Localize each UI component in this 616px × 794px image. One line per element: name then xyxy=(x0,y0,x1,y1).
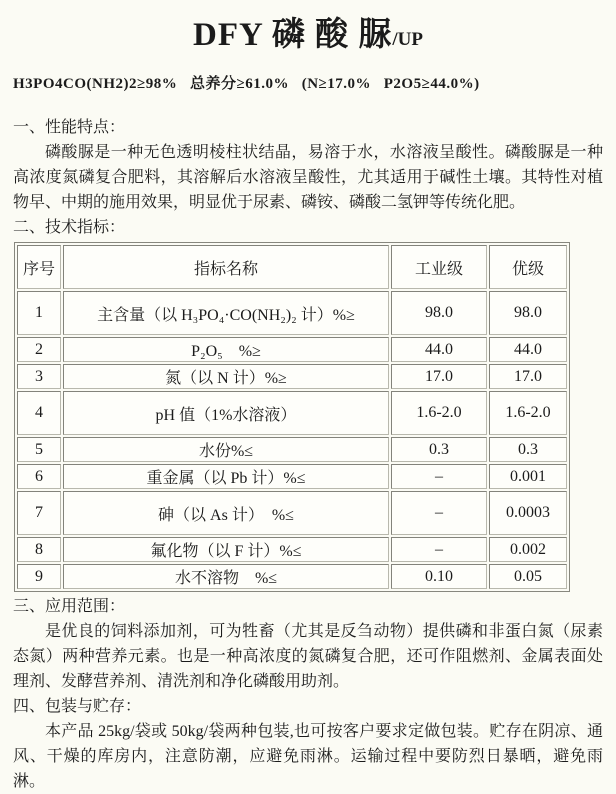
cell-industrial: 17.0 xyxy=(391,364,487,389)
cell-industrial: 98.0 xyxy=(391,291,487,335)
cell-name: 氟化物（以 F 计）%≤ xyxy=(63,537,389,562)
spec-table xyxy=(14,242,570,592)
cell-premium: 0.001 xyxy=(489,464,567,489)
cell-name: 水份%≤ xyxy=(63,437,389,462)
cell-name: pH 值（1%水溶液） xyxy=(63,391,389,435)
table-row xyxy=(17,291,567,335)
table-row xyxy=(17,391,567,435)
cell-industrial: 0.10 xyxy=(391,564,487,589)
section-body-performance: 磷酸脲是一种无色透明棱柱状结晶，易溶于水，水溶液呈酸性。磷酸脲是一种高浓度氮磷复合肥料，其溶解后水溶液呈酸性，尤其适用于碱性土壤。其特性对植物早、中期的施用效果，明显优于尿素、磷铵、磷酸二氢钾等传统化肥。 xyxy=(13,144,603,211)
cell-no: 1 xyxy=(17,291,61,335)
table-header-row xyxy=(17,245,567,289)
table-row xyxy=(17,437,567,462)
cell-premium: 0.3 xyxy=(489,437,567,462)
cell-industrial: – xyxy=(391,464,487,489)
cell-premium: 0.05 xyxy=(489,564,567,589)
cell-name: 重金属（以 Pb 计）%≤ xyxy=(63,464,389,489)
cell-no: 2 xyxy=(17,337,61,362)
table-row xyxy=(17,491,567,535)
section-heading-packaging: 四、包装与贮存： xyxy=(13,698,142,715)
cell-premium: 0.002 xyxy=(489,537,567,562)
cell-industrial: – xyxy=(391,537,487,562)
cell-no: 5 xyxy=(17,437,61,462)
table-row xyxy=(17,537,567,562)
section-heading-technical: 二、技术指标： xyxy=(13,219,126,236)
cell-no: 9 xyxy=(17,564,61,589)
cell-no: 4 xyxy=(17,391,61,435)
cell-industrial: 44.0 xyxy=(391,337,487,362)
cell-no: 6 xyxy=(17,464,61,489)
section-body-application: 是优良的饲料添加剂，可为牲畜（尤其是反刍动物）提供磷和非蛋白氮（尿素态氮）两种营养元素。也是一种高浓度的氮磷复合肥，还可作阻燃剂、金属表面处理剂、发酵营养剂、清洗剂和净化磷酸用助剂。 xyxy=(13,623,603,690)
cell-premium: 1.6-2.0 xyxy=(489,391,567,435)
cell-no: 3 xyxy=(17,364,61,389)
cell-industrial: – xyxy=(391,491,487,535)
section-body-packaging: 本产品 25kg/袋或 50kg/袋两种包装,也可按客户要求定做包装。贮存在阴凉、通风、干燥的库房内，注意防潮，应避免雨淋。运输过程中要防烈日暴晒，避免雨淋。 xyxy=(13,723,603,790)
header-cell-name: 指标名称 xyxy=(63,245,389,289)
section-heading-application: 三、应用范围： xyxy=(13,598,126,615)
table-row xyxy=(17,337,567,362)
cell-premium: 98.0 xyxy=(489,291,567,335)
cell-name: 砷（以 As 计） %≤ xyxy=(63,491,389,535)
cell-no: 8 xyxy=(17,537,61,562)
header-cell-premium: 优级 xyxy=(489,245,567,289)
header-cell-industrial: 工业级 xyxy=(391,245,487,289)
page-title xyxy=(13,8,603,55)
table-row xyxy=(17,464,567,489)
cell-industrial: 0.3 xyxy=(391,437,487,462)
cell-name: 水不溶物 %≤ xyxy=(63,564,389,589)
cell-industrial: 1.6-2.0 xyxy=(391,391,487,435)
section-heading-performance: 一、性能特点： xyxy=(13,119,126,136)
page-title-main: DFY 磷 酸 脲 xyxy=(193,17,393,53)
cell-name: 氮（以 N 计）%≥ xyxy=(63,364,389,389)
page-title-suffix: /UP xyxy=(392,29,423,50)
cell-no: 7 xyxy=(17,491,61,535)
header-cell-no: 序号 xyxy=(17,245,61,289)
cell-premium: 0.0003 xyxy=(489,491,567,535)
formula-line: H3PO4CO(NH2)2≥98% 总养分≥61.0% (N≥17.0% P2O5≥44.0%) xyxy=(13,76,480,92)
table-row xyxy=(17,564,567,589)
cell-name: 主含量（以 H₃PO₄·CO(NH₂)₂ 计）%≥ xyxy=(63,291,389,335)
table-row xyxy=(17,364,567,389)
cell-premium: 44.0 xyxy=(489,337,567,362)
cell-premium: 17.0 xyxy=(489,364,567,389)
cell-name: P₂O₅ %≥ xyxy=(63,337,389,362)
